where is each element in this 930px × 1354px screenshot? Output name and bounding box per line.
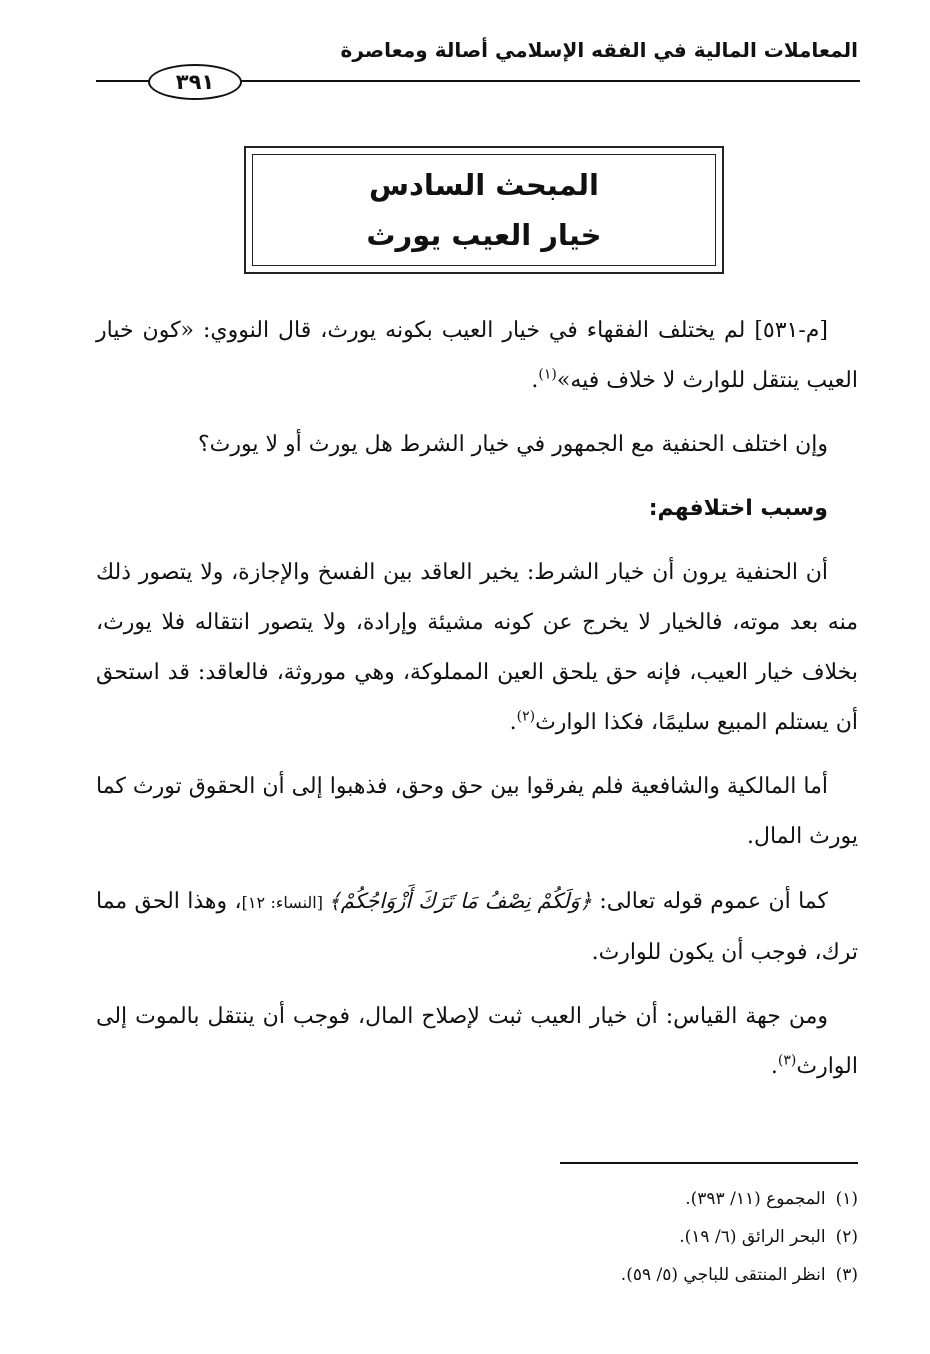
footnote-rule xyxy=(560,1162,858,1164)
paragraph-4-end: . xyxy=(509,710,517,735)
verse-citation: [النساء: ١٢] xyxy=(241,893,329,912)
footnote-ref-3: (٣) xyxy=(777,1052,797,1069)
footnote-number: (١) xyxy=(835,1189,858,1209)
paragraph-4-text: أن الحنفية يرون أن خيار الشرط: يخير العاقد بين الفسخ والإجازة، ولا يتصور ذلك منه بعد موته، فالخيار لا يخرج عن كونه مشيئة وإرادة، ولا يتصور انتقاله فلا يورث، بخلاف خيار العيب، فإنه حق يلحق العين المملوكة، وهي موروثة، فالعاقد: قد استحق أن يستلم المبيع سليمًا، فكذا الوارث xyxy=(96,560,858,735)
running-header-title: المعاملات المالية في الفقه الإسلامي أصالة ومعاصرة xyxy=(340,38,858,62)
footnote-text: انظر المنتقى للباجي (٥/ ٥٩). xyxy=(620,1265,826,1285)
footnote-item xyxy=(96,1256,858,1294)
section-subtitle: خيار العيب يورث xyxy=(366,218,602,252)
paragraph-6 xyxy=(96,876,858,978)
paragraph-7-text: ومن جهة القياس: أن خيار العيب ثبت لإصلاح المال، فوجب أن ينتقل بالموت إلى الوارث xyxy=(96,1004,858,1079)
paragraph-6-start: كما أن عموم قوله تعالى: xyxy=(591,889,828,914)
footnote-text: المجموع (١١/ ٣٩٣). xyxy=(685,1189,826,1209)
body-text xyxy=(96,306,858,1106)
section-title: المبحث السادس xyxy=(369,168,599,202)
quran-verse: ﴿وَلَكُمْ نِصْفُ مَا تَرَكَ أَزْوَاجُكُمْ﴾ xyxy=(328,889,592,913)
paragraph-6-end: ، وهذا الحق مما ترك، فوجب أن يكون للوارث. xyxy=(96,889,858,965)
paragraph-4 xyxy=(96,548,858,748)
page-number: ٣٩١ xyxy=(148,64,242,100)
paragraph-2: وإن اختلف الحنفية مع الجمهور في خيار الشرط هل يورث أو لا يورث؟ xyxy=(197,432,828,457)
footnote-text: البحر الرائق (٦/ ١٩). xyxy=(679,1227,826,1247)
paragraph-1-text: [م-٥٣١] لم يختلف الفقهاء في خيار العيب بكونه يورث، قال النووي: «كون خيار العيب ينتقل للوارث لا خلاف فيه» xyxy=(96,318,858,393)
footnote-number: (٢) xyxy=(835,1227,858,1247)
footnote-number: (٣) xyxy=(835,1265,858,1285)
footnote-item xyxy=(96,1218,858,1256)
paragraph-1-end: . xyxy=(531,368,539,393)
section-title-box xyxy=(244,146,724,274)
footnote-ref-2: (٢) xyxy=(516,708,536,725)
footnotes xyxy=(96,1180,858,1294)
footnote-item xyxy=(96,1180,858,1218)
paragraph-3-heading: وسبب اختلافهم: xyxy=(648,496,828,521)
paragraph-7 xyxy=(96,992,858,1092)
paragraph-5: أما المالكية والشافعية فلم يفرقوا بين حق وحق، فذهبوا إلى أن الحقوق تورث كما يورث المال. xyxy=(96,774,858,849)
footnote-ref-1: (١) xyxy=(538,366,557,383)
paragraph-1 xyxy=(96,306,858,406)
paragraph-7-end: . xyxy=(770,1054,778,1079)
